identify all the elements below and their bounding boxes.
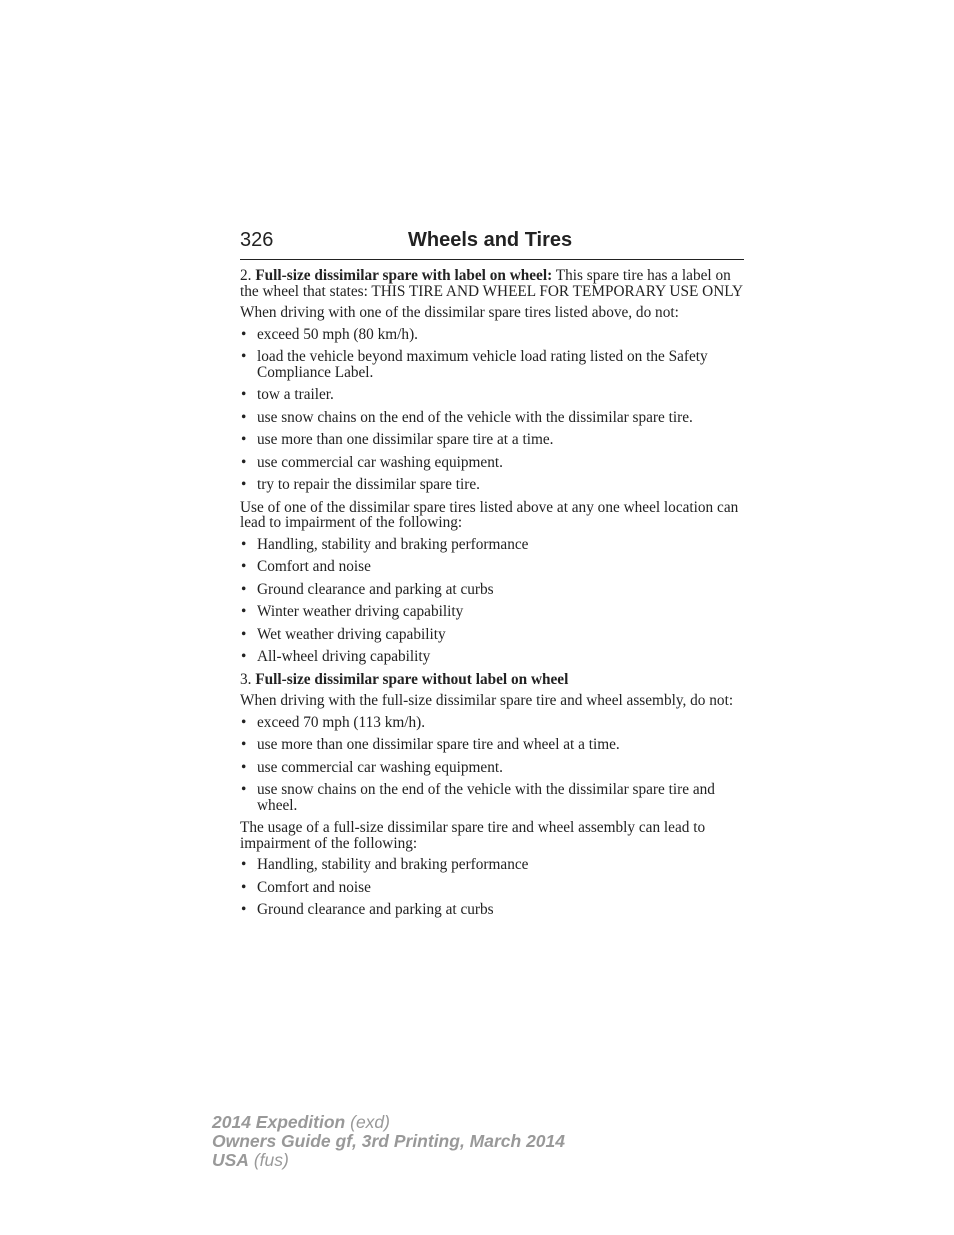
page-footer [212, 1113, 565, 1170]
item-2-title: Full-size dissimilar spare with label on wheel: [255, 267, 553, 284]
list-item [240, 782, 746, 813]
item-2-text: This spare tire has a label on the wheel that states: THIS TIRE AND WHEEL FOR TEMPORARY USE ONLY [240, 267, 744, 300]
bullet-glyph: • [241, 535, 247, 553]
list-item [240, 715, 746, 731]
bullet-glyph: • [241, 625, 247, 643]
page-header [240, 229, 744, 260]
list-item [240, 649, 746, 665]
bullet-glyph: • [241, 386, 247, 403]
footer-line-1 [212, 1113, 565, 1132]
footer-model: 2014 Expedition [212, 1112, 346, 1132]
bullet-glyph: • [241, 453, 247, 471]
list-item-text: Winter weather driving capability [257, 603, 464, 620]
intro-paragraph-3: When driving with the full-size dissimilar spare tire and wheel assembly, do not: [240, 692, 734, 709]
list-item-text: Comfort and noise [257, 558, 371, 575]
footer-model-code: (exd) [345, 1112, 390, 1132]
restrictions-list-2 [240, 715, 746, 814]
item-3-title: Full-size dissimilar spare without label on wheel [255, 670, 569, 688]
list-item [240, 604, 746, 620]
footer-line-3 [212, 1151, 565, 1170]
list-item [240, 477, 746, 493]
bullet-glyph: • [241, 431, 247, 448]
list-item-text: Comfort and noise [257, 878, 371, 896]
restrictions-list-1 [240, 327, 746, 493]
footer-market-code: (fus) [248, 1150, 289, 1170]
bullet-glyph: • [241, 758, 247, 776]
bullet-glyph: • [241, 781, 247, 798]
list-item-text: Ground clearance and parking at curbs [257, 580, 494, 598]
bullet-glyph: • [241, 713, 247, 731]
list-item-text: use commercial car washing equipment. [257, 758, 503, 776]
section-title: Wheels and Tires [408, 229, 573, 251]
list-item [240, 760, 746, 776]
list-item-text: exceed 70 mph (113 km/h). [257, 713, 426, 731]
bullet-glyph: • [241, 603, 247, 620]
list-item-text: tow a trailer. [257, 386, 334, 403]
list-item [240, 455, 746, 471]
item-2-paragraph [240, 268, 746, 299]
bullet-glyph: • [241, 408, 247, 426]
list-item [240, 387, 746, 403]
list-item-text: try to repair the dissimilar spare tire. [257, 476, 481, 493]
bullet-glyph: • [241, 348, 247, 365]
footer-line-2 [212, 1132, 565, 1151]
footer-edition: Owners Guide gf, 3rd Printing, March 2014 [212, 1131, 565, 1151]
list-item [240, 349, 746, 380]
bullet-glyph: • [241, 856, 247, 873]
list-item-text: Wet weather driving capability [257, 625, 446, 643]
list-item-text: Handling, stability and braking performance [257, 535, 529, 553]
list-item-text: use more than one dissimilar spare tire at a time. [257, 431, 554, 448]
list-item [240, 559, 746, 575]
item-2-number: 2. [240, 267, 252, 284]
bullet-glyph: • [241, 736, 247, 753]
list-item [240, 410, 746, 426]
list-item [240, 737, 746, 753]
page-number: 326 [240, 229, 274, 251]
page-content [240, 268, 746, 925]
list-item-text: exceed 50 mph (80 km/h). [257, 325, 418, 343]
list-item-text: load the vehicle beyond maximum vehicle load rating listed on the Safety Compliance Label. [257, 348, 708, 381]
intro-paragraph-1: When driving with one of the dissimilar spare tires listed above, do not: [240, 304, 679, 321]
list-item [240, 857, 746, 873]
impairment-list-2 [240, 857, 746, 918]
bullet-glyph: • [241, 580, 247, 598]
list-item [240, 582, 746, 598]
list-item [240, 880, 746, 896]
list-item [240, 432, 746, 448]
list-item-text: use more than one dissimilar spare tire and wheel at a time. [257, 736, 620, 753]
list-item-text: use snow chains on the end of the vehicle with the dissimilar spare tire. [257, 408, 693, 426]
list-item-text: use commercial car washing equipment. [257, 453, 503, 471]
item-3-heading [240, 672, 746, 688]
footer-market: USA [212, 1150, 249, 1170]
list-item-text: Ground clearance and parking at curbs [257, 901, 494, 918]
bullet-glyph: • [241, 648, 247, 665]
list-item-text: Handling, stability and braking performance [257, 856, 529, 873]
list-item [240, 537, 746, 553]
list-item-text: use snow chains on the end of the vehicle with the dissimilar spare tire and wheel. [257, 781, 715, 814]
bullet-glyph: • [241, 878, 247, 896]
impairment-list-1 [240, 537, 746, 665]
item-3-number: 3. [240, 670, 252, 688]
list-item [240, 327, 746, 343]
bullet-glyph: • [241, 325, 247, 343]
bullet-glyph: • [241, 901, 247, 918]
bullet-glyph: • [241, 476, 247, 493]
list-item-text: All-wheel driving capability [257, 648, 431, 665]
bullet-glyph: • [241, 558, 247, 575]
intro-paragraph-2: Use of one of the dissimilar spare tires listed above at any one wheel location can lead to impairment of the following: [240, 498, 739, 531]
intro-paragraph-4: The usage of a full-size dissimilar spare tire and wheel assembly can lead to impairment of the following: [240, 819, 706, 852]
list-item [240, 902, 746, 918]
list-item [240, 627, 746, 643]
